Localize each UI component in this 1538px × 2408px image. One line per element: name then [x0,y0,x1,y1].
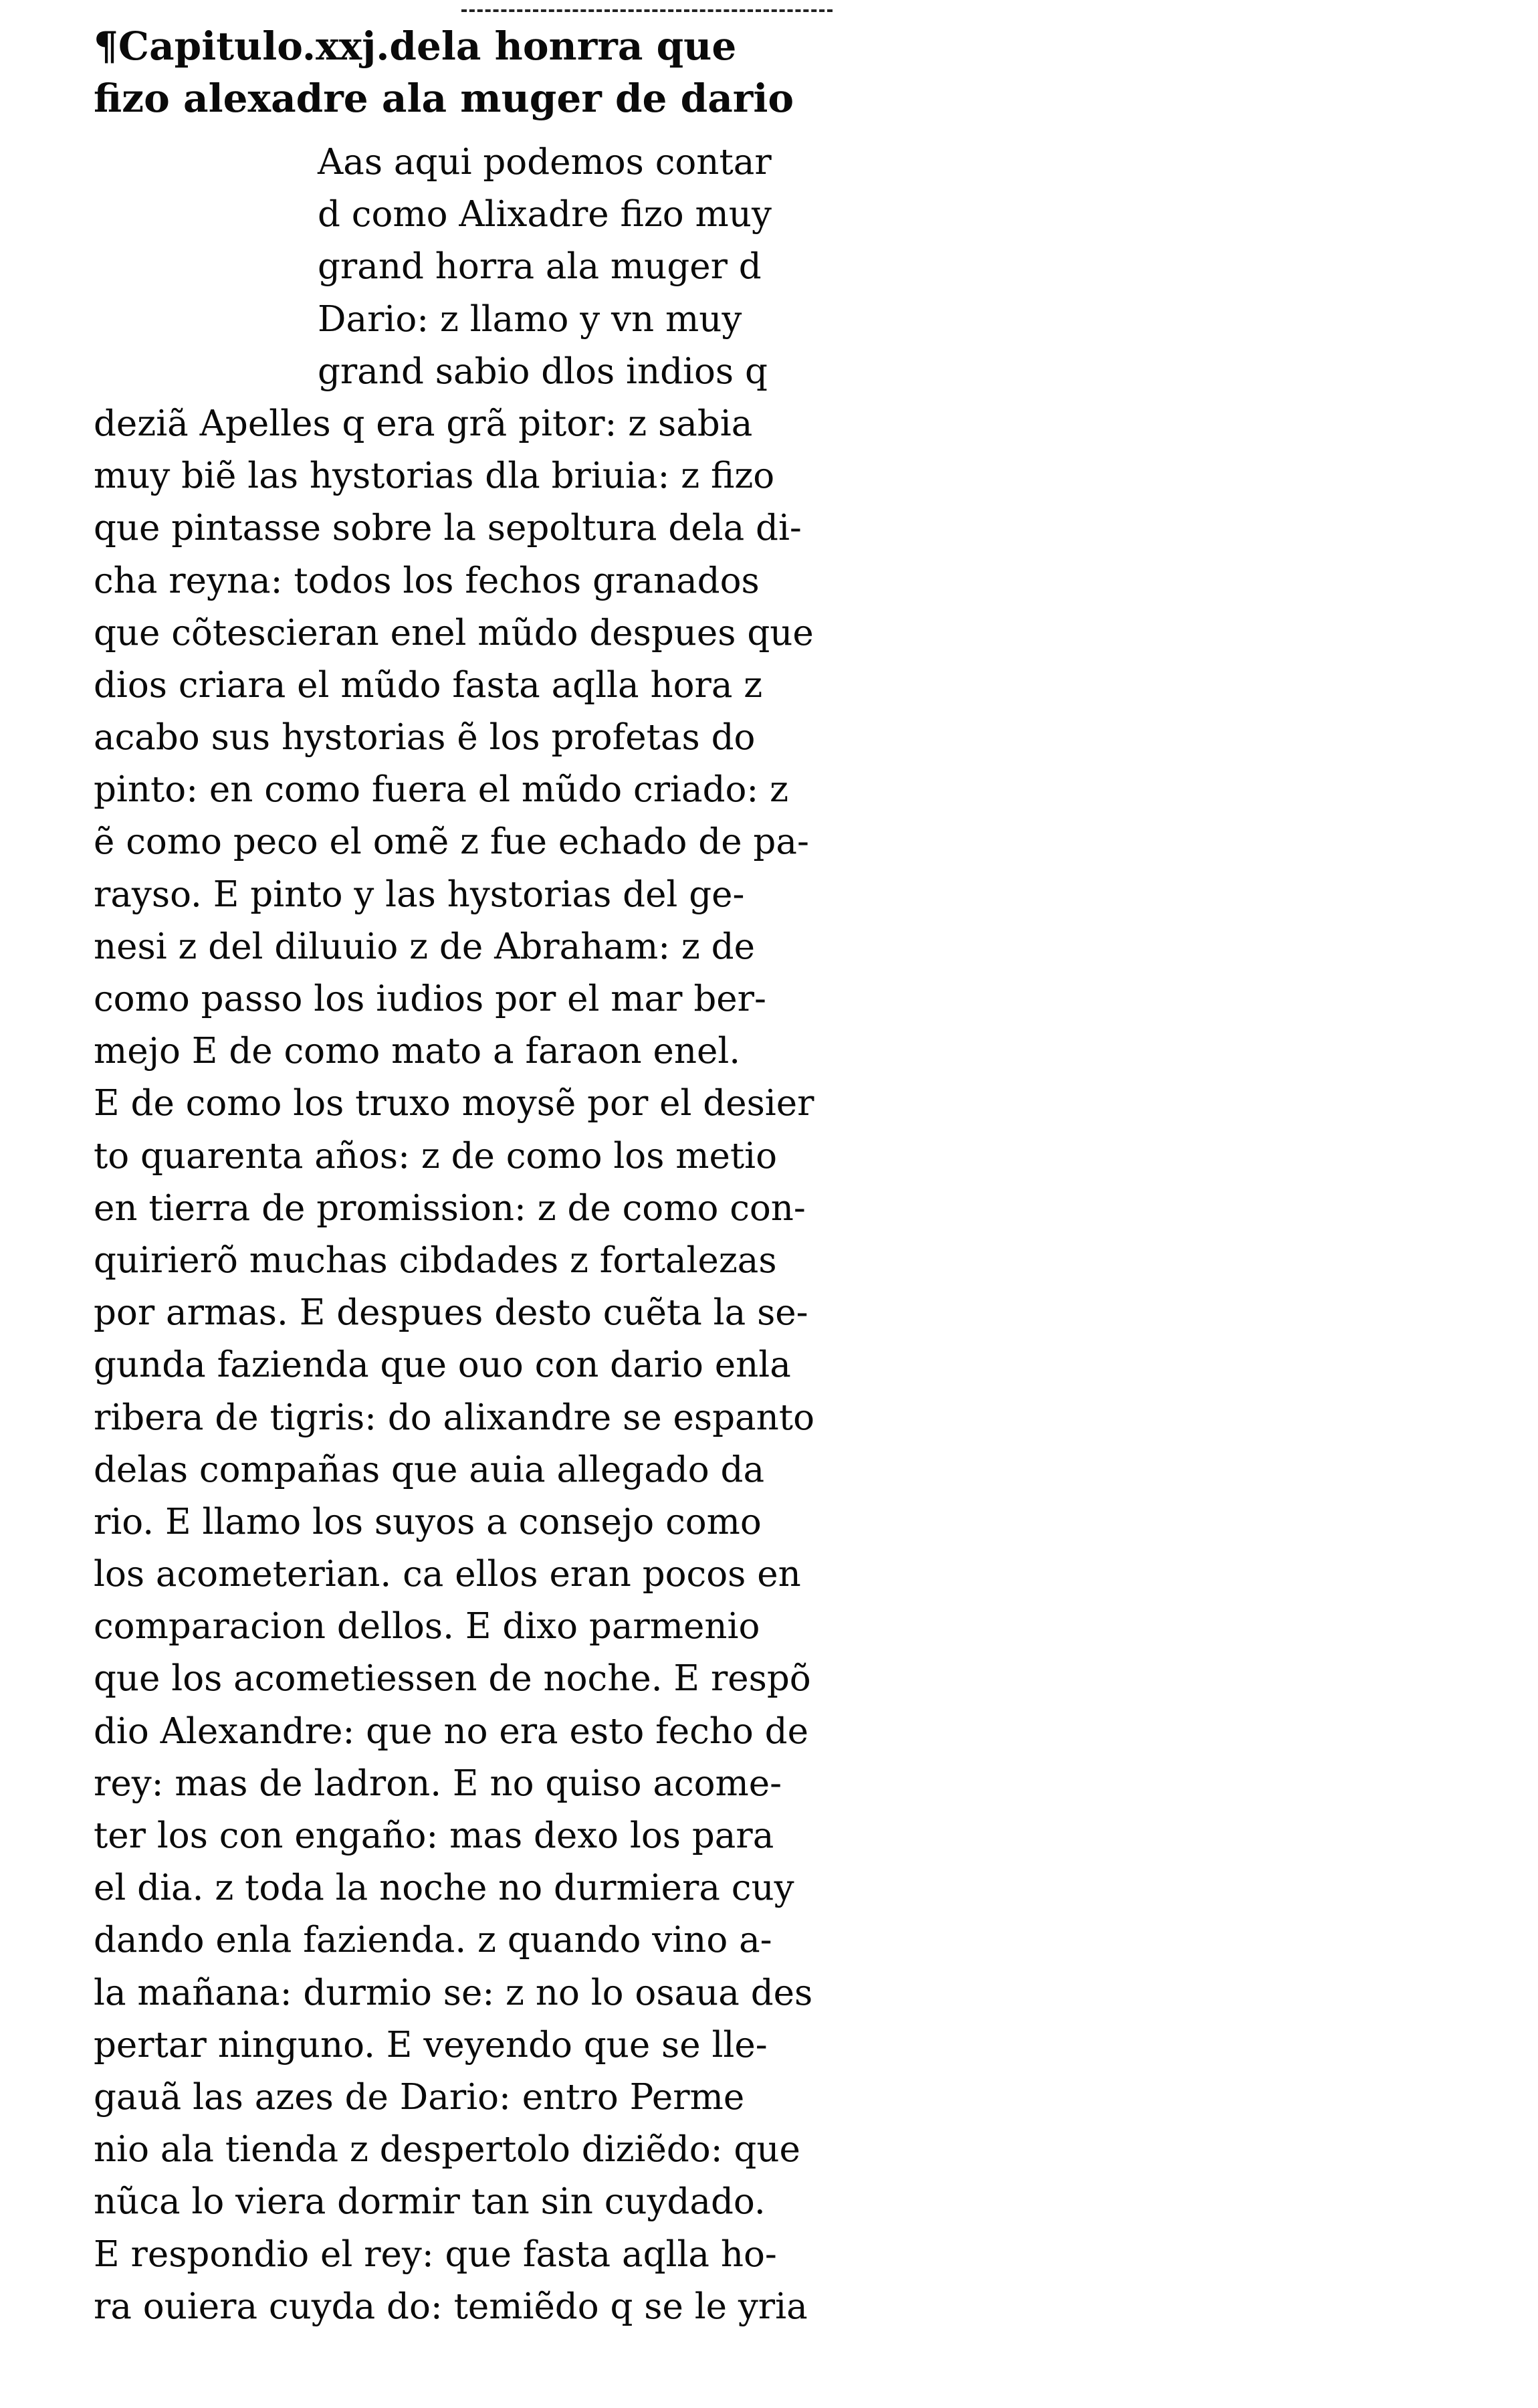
text-line: la mañana: durmio se: z no lo osaua des [94,1972,813,2013]
text-line: rio. E llamo los suyos a consejo como [94,1501,762,1542]
text-line: quirierõ muchas cibdades z fortalezas [94,1239,777,1281]
text-line: gauã las azes de Dario: entro Perme [94,2076,745,2118]
text-line: en tierra de promission: z de como con- [94,1187,806,1229]
text-line: dios criara el mũdo fasta aqlla hora z [94,664,763,706]
top-dashed-rule [461,9,833,12]
text-line: gunda fazienda que ouo con dario enla [94,1344,791,1386]
text-line: que cõtescieran enel mũdo despues que [94,612,814,654]
text-line: los acometerian. ca ellos eran pocos en [94,1554,801,1595]
indented-line: d como Alixadre fizo muy [318,194,772,235]
text-line: pertar ninguno. E veyendo que se lle- [94,2024,768,2066]
text-line: nio ala tienda z despertolo diziẽdo: que [94,2129,800,2171]
chapter-heading [94,20,849,124]
text-line: dio Alexandre: que no era esto fecho de [94,1710,808,1752]
indented-line: grand sabio dlos indios q [318,350,768,392]
text-line: como passo los iudios por el mar ber- [94,979,766,1019]
heading-line: fizo alexadre ala muger de dario [94,76,794,121]
heading-line: ¶Capitulo.xxj.dela honrra que [94,23,737,69]
text-line: rey: mas de ladron. E no quiso acome- [94,1763,782,1804]
text-line: dando enla fazienda. z quando vino a- [94,1920,772,1961]
text-line: que pintasse sobre la sepoltura dela di- [94,508,802,549]
text-line: ter los con engaño: mas dexo los para [94,1815,774,1856]
text-line: nũca lo viera dormir tan sin cuydado. [94,2181,766,2223]
text-line: delas compañas que auia allegado da [94,1449,765,1490]
text-line: comparacion dellos. E dixo parmenio [94,1606,760,1647]
text-line: cha reyna: todos los fechos granados [94,560,760,601]
indented-line: Dario: z llamo y vn muy [318,298,742,340]
text-line: to quarenta años: z de como los metio [94,1135,778,1177]
text-line: ribera de tigris: do alixandre se espanto [94,1397,814,1438]
indented-line: Aas aqui podemos contar [318,142,772,183]
text-line: pinto: en como fuera el mũdo criado: z [94,769,789,811]
text-line: E de como los truxo moysẽ por el desier [94,1083,814,1124]
text-column [94,20,849,2333]
indented-line: grand horra ala muger d [318,246,762,288]
text-line: E respondio el rey: que fasta aqlla ho- [94,2233,777,2275]
text-line: nesi z del diluuio z de Abraham: z de [94,926,755,967]
text-line: muy biẽ las hystorias dla briuia: z fizo [94,456,775,497]
text-line: ra ouiera cuyda do: temiẽdo q se le yria [94,2286,808,2327]
text-line: mejo E de como mato a faraon enel. [94,1031,741,1072]
text-line: que los acometiessen de noche. E respõ [94,1658,811,1700]
text-line: el dia. z toda la noche no durmiera cuy [94,1868,794,1909]
text-line: por armas. E despues desto cuẽta la se- [94,1292,808,1334]
text-line: acabo sus hystorias ẽ los profetas do [94,717,756,759]
text-line: ẽ como peco el omẽ z fue echado de pa- [94,821,809,863]
text-line: rayso. E pinto y las hystorias del ge- [94,874,745,915]
body-text [94,136,849,2333]
text-line: deziã Apelles q era grã pitor: z sabia [94,403,753,444]
